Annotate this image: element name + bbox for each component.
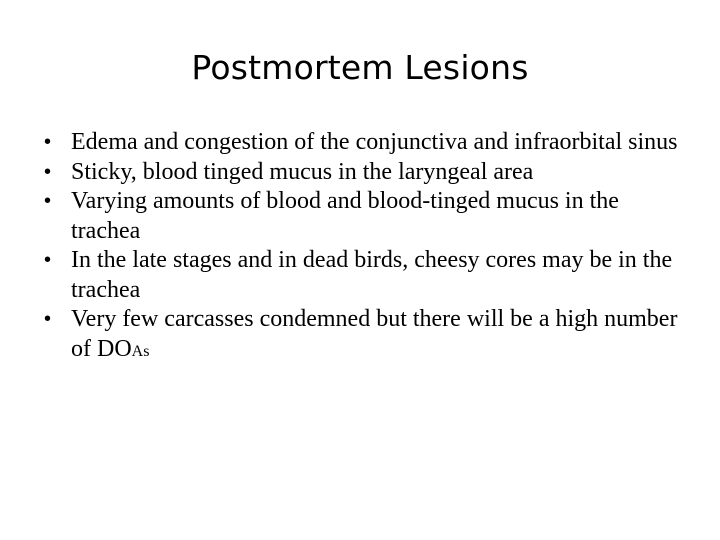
bullet-text: In the late stages and in dead birds, cheesy cores may be in the trachea xyxy=(71,247,673,303)
bullet-icon: • xyxy=(44,249,52,271)
bullet-text: Varying amounts of blood and blood-tinged mucus in the trachea xyxy=(71,188,619,244)
bullet-text: Sticky, blood tinged mucus in the laryngeal area xyxy=(71,158,534,185)
bullet-list xyxy=(44,128,684,366)
list-item xyxy=(44,158,684,188)
bullet-text-small-suffix: As xyxy=(131,342,150,360)
bullet-icon: • xyxy=(44,190,52,212)
bullet-icon: • xyxy=(44,160,52,183)
slide-title: Postmortem Lesions xyxy=(191,48,529,87)
bullet-text: Edema and congestion of the conjunctiva and infraorbital sinus xyxy=(71,129,678,155)
list-item xyxy=(44,187,684,246)
list-item xyxy=(44,128,684,158)
bullet-icon: • xyxy=(44,131,52,153)
list-item xyxy=(44,246,684,305)
list-item xyxy=(44,305,684,366)
bullet-text: Very few carcasses condemned but there will be a high number of DO xyxy=(71,306,678,362)
bullet-icon: • xyxy=(44,308,52,330)
